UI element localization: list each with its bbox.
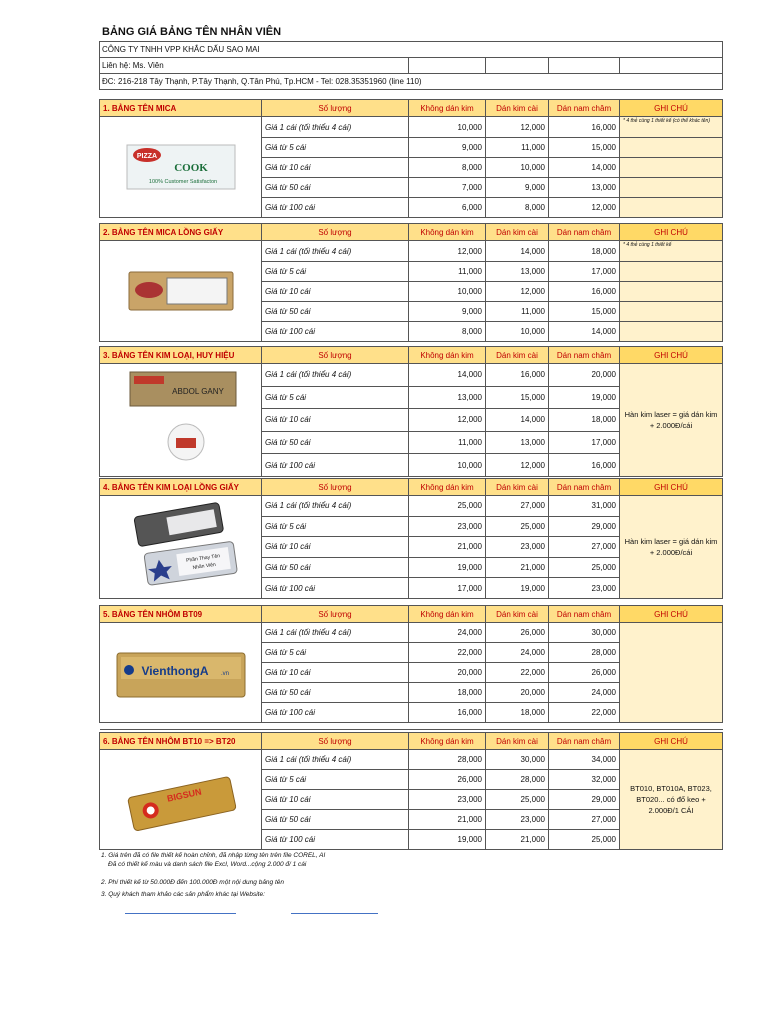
- price-pin: 22,000: [486, 663, 549, 683]
- price-no-pin: 28,000: [409, 750, 486, 770]
- metal-badge-image: [116, 364, 246, 474]
- price-pin: 14,000: [486, 241, 549, 262]
- price-pin: 15,000: [486, 386, 549, 409]
- price-no-pin: 8,000: [409, 158, 486, 178]
- qty-cell: Giá từ 5 cái: [262, 262, 409, 282]
- price-no-pin: 11,000: [409, 262, 486, 282]
- qty-cell: Giá 1 cái (tối thiểu 4 cái): [262, 241, 409, 262]
- bt10-badge-brand: BIGSUN: [165, 786, 202, 804]
- note-header: GHI CHÚ: [620, 479, 723, 496]
- price-no-pin: 23,000: [409, 790, 486, 810]
- price-section-5: [99, 605, 723, 730]
- price-pin: 23,000: [486, 537, 549, 558]
- price-pin: 27,000: [486, 496, 549, 517]
- metal-paper-badge-image: [116, 496, 246, 596]
- price-section-2: [99, 223, 723, 349]
- price-no-pin: 23,000: [409, 516, 486, 537]
- no-pin-header: Không dán kim: [409, 733, 486, 750]
- price-no-pin: 12,000: [409, 409, 486, 432]
- section-note: BT010, BT010A, BT023, BT020... có đổ keo + 2.000Đ/1 CÁI: [620, 750, 723, 850]
- product-image-cell: [100, 364, 262, 477]
- price-pin: 24,000: [486, 643, 549, 663]
- section-title: 5. BẢNG TÊN NHÔM BT09: [100, 606, 262, 623]
- price-no-pin: 11,000: [409, 431, 486, 454]
- price-pin: 21,000: [486, 557, 549, 578]
- qty-cell: Giá từ 50 cái: [262, 302, 409, 322]
- company-address: ĐC: 216-218 Tây Thạnh, P.Tây Thạnh, Q.Tân Phú, Tp.HCM - Tel: 028.35351960 (line 110): [100, 74, 723, 90]
- price-magnet: 14,000: [549, 322, 620, 342]
- price-pin: 8,000: [486, 198, 549, 218]
- company-name: CÔNG TY TNHH VPP KHẮC DẤU SAO MAI: [100, 42, 723, 58]
- product-image-cell: [100, 496, 262, 599]
- price-no-pin: 13,000: [409, 386, 486, 409]
- price-magnet: 20,000: [549, 364, 620, 387]
- section-title: 1. BẢNG TÊN MICA: [100, 100, 262, 117]
- mica-badge-slogan: 100% Customer Satisfacton: [148, 179, 217, 185]
- price-magnet: 30,000: [549, 623, 620, 643]
- price-pin: 14,000: [486, 409, 549, 432]
- price-no-pin: 16,000: [409, 703, 486, 723]
- mica-badge-image: [121, 131, 241, 201]
- price-magnet: 23,000: [549, 578, 620, 599]
- price-pin: 21,000: [486, 830, 549, 850]
- qty-cell: Giá từ 10 cái: [262, 663, 409, 683]
- qty-cell: Giá từ 10 cái: [262, 409, 409, 432]
- price-magnet: 13,000: [549, 178, 620, 198]
- section-note: * 4 thẻ cùng 1 thiết kế: [620, 241, 723, 262]
- table-row: [100, 117, 723, 138]
- price-pin: 20,000: [486, 683, 549, 703]
- price-pin: 10,000: [486, 158, 549, 178]
- qty-cell: Giá 1 cái (tối thiểu 4 cái): [262, 623, 409, 643]
- price-no-pin: 18,000: [409, 683, 486, 703]
- pin-header: Dán kim cài: [486, 100, 549, 117]
- magnet-header: Dán nam châm: [549, 224, 620, 241]
- product-image-cell: [100, 241, 262, 342]
- contact-person: Liên hệ: Ms. Viên: [100, 58, 409, 74]
- price-magnet: 32,000: [549, 770, 620, 790]
- price-no-pin: 14,000: [409, 364, 486, 387]
- price-magnet: 22,000: [549, 703, 620, 723]
- price-pin: 13,000: [486, 431, 549, 454]
- table-row: [100, 364, 723, 387]
- price-pin: 13,000: [486, 262, 549, 282]
- qty-cell: Giá từ 50 cái: [262, 431, 409, 454]
- qty-cell: Giá từ 10 cái: [262, 537, 409, 558]
- price-magnet: 14,000: [549, 158, 620, 178]
- section-title: 3. BẢNG TÊN KIM LOẠI, HUY HIỆU: [100, 347, 262, 364]
- qty-cell: Giá từ 5 cái: [262, 516, 409, 537]
- section-note: [620, 623, 723, 723]
- qty-header: Số lượng: [262, 479, 409, 496]
- price-pin: 12,000: [486, 454, 549, 477]
- price-pin: 12,000: [486, 117, 549, 138]
- price-magnet: 34,000: [549, 750, 620, 770]
- page-title: BẢNG GIÁ BẢNG TÊN NHÂN VIÊN: [102, 26, 282, 38]
- metal-badge-name: ABDOL GANY: [171, 387, 224, 396]
- price-magnet: 24,000: [549, 683, 620, 703]
- qty-cell: Giá từ 50 cái: [262, 557, 409, 578]
- qty-cell: Giá từ 10 cái: [262, 282, 409, 302]
- magnet-header: Dán nam châm: [549, 479, 620, 496]
- price-pin: 25,000: [486, 516, 549, 537]
- qty-cell: Giá 1 cái (tối thiểu 4 cái): [262, 750, 409, 770]
- footnote-1b: Đã có thiết kế màu và danh sách file Excl, Word...cộng 2.000 đ/ 1 cái: [108, 861, 307, 868]
- price-no-pin: 10,000: [409, 117, 486, 138]
- qty-header: Số lượng: [262, 733, 409, 750]
- magnet-header: Dán nam châm: [549, 347, 620, 364]
- price-magnet: 29,000: [549, 516, 620, 537]
- product-image-cell: [100, 623, 262, 723]
- aluminum-bt10-badge-image: [116, 759, 246, 839]
- price-magnet: 16,000: [549, 117, 620, 138]
- footnote-3: 3. Quý khách tham khảo các sản phẩm khác tại Website:: [101, 891, 265, 898]
- price-magnet: 29,000: [549, 790, 620, 810]
- pin-header: Dán kim cài: [486, 347, 549, 364]
- magnet-header: Dán nam châm: [549, 606, 620, 623]
- section-note: Hàn kim laser = giá dán kim + 2.000Đ/cái: [620, 364, 723, 477]
- table-row: [100, 241, 723, 262]
- price-pin: 30,000: [486, 750, 549, 770]
- footnote-1: 1. Giá trên đã có file thiết kế hoàn chỉnh, đã nhập từng tên trên file COREL, AI: [101, 852, 326, 859]
- section-title: 6. BẢNG TÊN NHÔM BT10 => BT20: [100, 733, 262, 750]
- price-no-pin: 24,000: [409, 623, 486, 643]
- mica-paper-badge-image: [121, 260, 241, 320]
- no-pin-header: Không dán kim: [409, 606, 486, 623]
- table-row: [100, 623, 723, 643]
- price-magnet: 25,000: [549, 557, 620, 578]
- price-pin: 18,000: [486, 703, 549, 723]
- price-pin: 12,000: [486, 282, 549, 302]
- qty-cell: Giá từ 50 cái: [262, 683, 409, 703]
- footnote-2: 2. Phí thiết kế từ 50.000Đ đến 100.000Đ một nội dung bảng tên: [101, 879, 284, 886]
- price-magnet: 15,000: [549, 302, 620, 322]
- price-pin: 10,000: [486, 322, 549, 342]
- magnet-header: Dán nam châm: [549, 733, 620, 750]
- price-no-pin: 21,000: [409, 537, 486, 558]
- price-no-pin: 20,000: [409, 663, 486, 683]
- qty-header: Số lượng: [262, 100, 409, 117]
- price-section-6: [99, 732, 723, 850]
- price-no-pin: 19,000: [409, 830, 486, 850]
- qty-cell: Giá 1 cái (tối thiểu 4 cái): [262, 364, 409, 387]
- price-magnet: 17,000: [549, 262, 620, 282]
- note-header: GHI CHÚ: [620, 224, 723, 241]
- price-magnet: 12,000: [549, 198, 620, 218]
- qty-cell: Giá từ 100 cái: [262, 454, 409, 477]
- price-magnet: 27,000: [549, 537, 620, 558]
- table-row: [100, 496, 723, 517]
- no-pin-header: Không dán kim: [409, 347, 486, 364]
- price-magnet: 26,000: [549, 663, 620, 683]
- section-note: Hàn kim laser = giá dán kim + 2.000Đ/cái: [620, 496, 723, 599]
- section-note: * 4 thẻ cùng 1 thiết kế (có thể khác tên): [620, 117, 723, 138]
- price-magnet: 17,000: [549, 431, 620, 454]
- price-section-1: [99, 99, 723, 225]
- price-pin: 16,000: [486, 364, 549, 387]
- price-magnet: 16,000: [549, 282, 620, 302]
- qty-cell: Giá từ 5 cái: [262, 643, 409, 663]
- table-row: [100, 750, 723, 770]
- price-no-pin: 26,000: [409, 770, 486, 790]
- metal-paper-badge-line2: Nhân Viên: [191, 561, 216, 572]
- price-pin: 11,000: [486, 138, 549, 158]
- aluminum-bt09-badge-image: [111, 637, 251, 707]
- qty-cell: Giá từ 10 cái: [262, 790, 409, 810]
- product-image-cell: [100, 750, 262, 850]
- price-magnet: 18,000: [549, 409, 620, 432]
- qty-cell: Giá từ 50 cái: [262, 810, 409, 830]
- qty-cell: Giá từ 5 cái: [262, 138, 409, 158]
- mica-badge-logo: PIZZA: [136, 153, 157, 160]
- price-pin: 25,000: [486, 790, 549, 810]
- qty-cell: Giá 1 cái (tối thiểu 4 cái): [262, 117, 409, 138]
- qty-cell: Giá từ 100 cái: [262, 578, 409, 599]
- pin-header: Dán kim cài: [486, 479, 549, 496]
- qty-cell: Giá từ 50 cái: [262, 178, 409, 198]
- bt09-badge-brand: VienthongA: [140, 663, 209, 678]
- qty-header: Số lượng: [262, 224, 409, 241]
- price-magnet: 18,000: [549, 241, 620, 262]
- price-pin: 9,000: [486, 178, 549, 198]
- price-pin: 28,000: [486, 770, 549, 790]
- qty-cell: Giá 1 cái (tối thiểu 4 cái): [262, 496, 409, 517]
- price-section-3: [99, 346, 723, 484]
- no-pin-header: Không dán kim: [409, 479, 486, 496]
- qty-cell: Giá từ 100 cái: [262, 830, 409, 850]
- price-no-pin: 22,000: [409, 643, 486, 663]
- qty-header: Số lượng: [262, 606, 409, 623]
- price-no-pin: 12,000: [409, 241, 486, 262]
- price-pin: 26,000: [486, 623, 549, 643]
- price-no-pin: 8,000: [409, 322, 486, 342]
- no-pin-header: Không dán kim: [409, 100, 486, 117]
- qty-cell: Giá từ 5 cái: [262, 770, 409, 790]
- note-header: GHI CHÚ: [620, 347, 723, 364]
- price-magnet: 28,000: [549, 643, 620, 663]
- section-title: 4. BẢNG TÊN KIM LOẠI LỒNG GIẤY: [100, 479, 262, 496]
- note-header: GHI CHÚ: [620, 100, 723, 117]
- website-link-1[interactable]: [125, 913, 236, 914]
- qty-cell: Giá từ 5 cái: [262, 386, 409, 409]
- price-pin: 19,000: [486, 578, 549, 599]
- price-no-pin: 10,000: [409, 282, 486, 302]
- price-magnet: 19,000: [549, 386, 620, 409]
- website-link-2[interactable]: [291, 913, 378, 914]
- price-no-pin: 17,000: [409, 578, 486, 599]
- price-magnet: 15,000: [549, 138, 620, 158]
- note-header: GHI CHÚ: [620, 606, 723, 623]
- price-pin: 23,000: [486, 810, 549, 830]
- note-header: GHI CHÚ: [620, 733, 723, 750]
- qty-cell: Giá từ 100 cái: [262, 198, 409, 218]
- pin-header: Dán kim cài: [486, 606, 549, 623]
- price-magnet: 16,000: [549, 454, 620, 477]
- mica-badge-name: COOK: [173, 162, 208, 174]
- price-no-pin: 9,000: [409, 138, 486, 158]
- pin-header: Dán kim cài: [486, 224, 549, 241]
- section-title: 2. BẢNG TÊN MICA LỒNG GIẤY: [100, 224, 262, 241]
- qty-cell: Giá từ 10 cái: [262, 158, 409, 178]
- price-no-pin: 7,000: [409, 178, 486, 198]
- bt09-badge-domain: .vn: [220, 670, 229, 677]
- company-info-table: [99, 41, 723, 90]
- qty-cell: Giá từ 100 cái: [262, 703, 409, 723]
- price-no-pin: 25,000: [409, 496, 486, 517]
- price-no-pin: 6,000: [409, 198, 486, 218]
- price-no-pin: 9,000: [409, 302, 486, 322]
- price-no-pin: 21,000: [409, 810, 486, 830]
- pin-header: Dán kim cài: [486, 733, 549, 750]
- price-magnet: 27,000: [549, 810, 620, 830]
- magnet-header: Dán nam châm: [549, 100, 620, 117]
- price-section-4: [99, 478, 723, 606]
- metal-paper-badge-line1: Phần Thay Tên: [185, 553, 220, 564]
- qty-cell: Giá từ 100 cái: [262, 322, 409, 342]
- qty-header: Số lượng: [262, 347, 409, 364]
- price-no-pin: 19,000: [409, 557, 486, 578]
- product-image-cell: [100, 117, 262, 218]
- price-magnet: 25,000: [549, 830, 620, 850]
- no-pin-header: Không dán kim: [409, 224, 486, 241]
- price-pin: 11,000: [486, 302, 549, 322]
- price-magnet: 31,000: [549, 496, 620, 517]
- price-no-pin: 10,000: [409, 454, 486, 477]
